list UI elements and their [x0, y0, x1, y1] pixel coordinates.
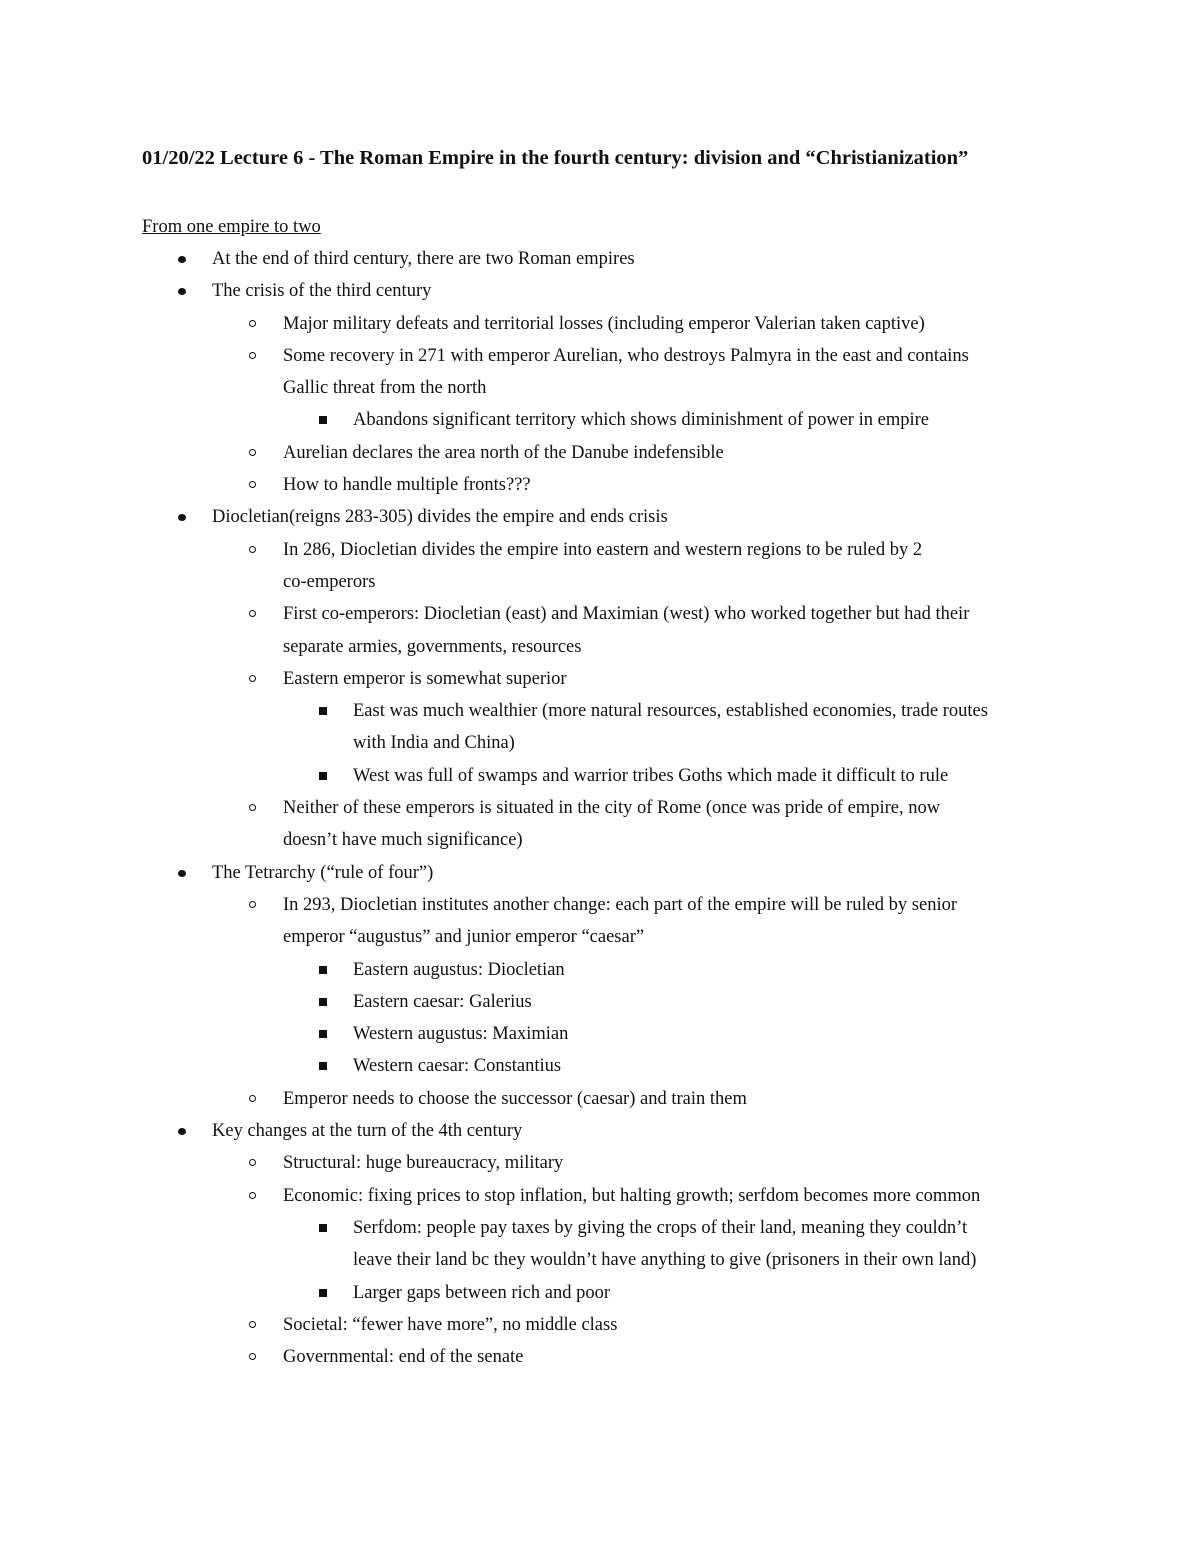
outline-item-level-3 [0, 404, 1200, 436]
outline-item-text: Neither of these emperors is situated in the city of Rome (once was pride of empire, now [283, 798, 941, 819]
outline-item-text: In 293, Diocletian institutes another change: each part of the empire will be ruled by senior [283, 894, 958, 915]
bullet-square-icon [319, 416, 327, 424]
bullet-circle-icon [249, 1159, 256, 1166]
outline-item-text: separate armies, governments, resources [283, 636, 582, 657]
outline-item-text: Abandons significant territory which shows diminishment of power in empire [353, 410, 929, 431]
outline-item-level-2 [0, 921, 1200, 953]
outline-item-level-2 [0, 1341, 1200, 1373]
outline-item-text: Major military defeats and territorial losses (including emperor Valerian taken captive) [283, 313, 925, 334]
bullet-circle-icon [249, 1095, 256, 1102]
bullet-square-icon [319, 707, 327, 715]
outline-item-text: with India and China) [353, 733, 515, 754]
outline-item-level-1 [0, 275, 1200, 307]
outline-item-level-3 [0, 1212, 1200, 1244]
outline-item-level-1 [0, 857, 1200, 889]
outline-item-text: emperor “augustus” and junior emperor “caesar” [283, 927, 645, 948]
outline-item-text: In 286, Diocletian divides the empire into eastern and western regions to be ruled by 2 [283, 539, 923, 560]
outline-item-level-2 [0, 824, 1200, 856]
outline-item-text: Governmental: end of the senate [283, 1347, 524, 1368]
outline-item-level-1 [0, 1115, 1200, 1147]
outline-item-text: How to handle multiple fronts??? [283, 475, 531, 496]
outline-item-level-2 [0, 340, 1200, 372]
outline-item-level-2 [0, 534, 1200, 566]
outline-item-text: The crisis of the third century [212, 281, 432, 302]
outline-item-text: Eastern emperor is somewhat superior [283, 668, 567, 689]
outline-item-level-3 [0, 727, 1200, 759]
bullet-square-icon [319, 966, 327, 974]
bullet-circle-icon [249, 320, 256, 327]
outline-item-level-3 [0, 1277, 1200, 1309]
outline-item-level-1 [0, 501, 1200, 533]
bullet-disc-icon [178, 288, 186, 295]
bullet-disc-icon [178, 870, 186, 877]
outline-item-text: Larger gaps between rich and poor [353, 1282, 611, 1303]
outline-item-level-3 [0, 954, 1200, 986]
bullet-disc-icon [178, 256, 186, 263]
outline-item-level-3 [0, 1244, 1200, 1276]
bullet-circle-icon [249, 1192, 256, 1199]
outline-item-text: Diocletian(reigns 283-305) divides the empire and ends crisis [212, 507, 668, 528]
outline-item-level-2 [0, 598, 1200, 630]
outline-item-text: Some recovery in 271 with emperor Aurelian, who destroys Palmyra in the east and contains [283, 345, 969, 366]
outline-item-text: Emperor needs to choose the successor (caesar) and train them [283, 1088, 747, 1109]
outline-item-text: leave their land bc they wouldn’t have anything to give (prisoners in their own land) [353, 1250, 977, 1271]
outline-item-level-2 [0, 663, 1200, 695]
outline-item-text: Gallic threat from the north [283, 378, 487, 399]
outline-item-text: Western augustus: Maximian [353, 1024, 569, 1045]
outline-item-level-2 [0, 1147, 1200, 1179]
outline-item-text: Key changes at the turn of the 4th century [212, 1121, 523, 1142]
bullet-circle-icon [249, 1353, 256, 1360]
outline-item-text: East was much wealthier (more natural resources, established economies, trade routes [353, 701, 988, 722]
outline-item-text: Eastern augustus: Diocletian [353, 959, 565, 980]
outline-item-level-1 [0, 243, 1200, 275]
outline-item-text: co-emperors [283, 571, 376, 592]
bullet-circle-icon [249, 901, 256, 908]
bullet-circle-icon [249, 675, 256, 682]
outline-item-text: Aurelian declares the area north of the Danube indefensible [283, 442, 724, 463]
outline-item-level-2 [0, 566, 1200, 598]
outline-item-text: Eastern caesar: Galerius [353, 991, 532, 1012]
outline-item-level-2 [0, 631, 1200, 663]
outline-item-level-2 [0, 1180, 1200, 1212]
outline-item-level-2 [0, 308, 1200, 340]
outline-item-text: Structural: huge bureaucracy, military [283, 1153, 564, 1174]
bullet-circle-icon [249, 449, 256, 456]
outline-item-level-3 [0, 1018, 1200, 1050]
page-title: 01/20/22 Lecture 6 - The Roman Empire in the fourth century: division and “Christianization” [142, 147, 969, 169]
outline-item-text: Serfdom: people pay taxes by giving the crops of their land, meaning they couldn’t [353, 1217, 968, 1238]
bullet-disc-icon [178, 1128, 186, 1135]
bullet-circle-icon [249, 610, 256, 617]
outline-item-text: At the end of third century, there are two Roman empires [212, 249, 635, 269]
outline-list [0, 243, 1200, 1373]
outline-item-level-2 [0, 1309, 1200, 1341]
bullet-circle-icon [249, 1321, 256, 1328]
bullet-circle-icon [249, 481, 256, 488]
bullet-circle-icon [249, 804, 256, 811]
outline-item-level-2 [0, 792, 1200, 824]
bullet-disc-icon [178, 514, 186, 521]
bullet-square-icon [319, 1062, 327, 1070]
bullet-square-icon [319, 772, 327, 780]
bullet-square-icon [319, 1289, 327, 1297]
outline-item-text: First co-emperors: Diocletian (east) and Maximian (west) who worked together but had their [283, 604, 970, 625]
outline-item-level-2 [0, 437, 1200, 469]
outline-item-text: doesn’t have much significance) [283, 830, 523, 851]
bullet-circle-icon [249, 352, 256, 359]
outline-item-text: Societal: “fewer have more”, no middle class [283, 1314, 618, 1335]
bullet-square-icon [319, 998, 327, 1006]
bullet-circle-icon [249, 546, 256, 553]
outline-item-level-2 [0, 889, 1200, 921]
outline-item-level-2 [0, 372, 1200, 404]
outline-item-level-3 [0, 760, 1200, 792]
outline-item-text: Economic: fixing prices to stop inflation, but halting growth; serfdom becomes more common [283, 1185, 981, 1206]
outline-item-text: Western caesar: Constantius [353, 1056, 562, 1077]
section-heading: From one empire to two [142, 217, 321, 237]
outline-item-text: West was full of swamps and warrior tribes Goths which made it difficult to rule [353, 765, 949, 786]
bullet-square-icon [319, 1030, 327, 1038]
outline-item-level-2 [0, 469, 1200, 501]
outline-item-level-2 [0, 1083, 1200, 1115]
outline-item-level-3 [0, 695, 1200, 727]
outline-item-level-3 [0, 1050, 1200, 1082]
outline-item-text: The Tetrarchy (“rule of four”) [212, 862, 434, 883]
bullet-square-icon [319, 1224, 327, 1232]
outline-item-level-3 [0, 986, 1200, 1018]
